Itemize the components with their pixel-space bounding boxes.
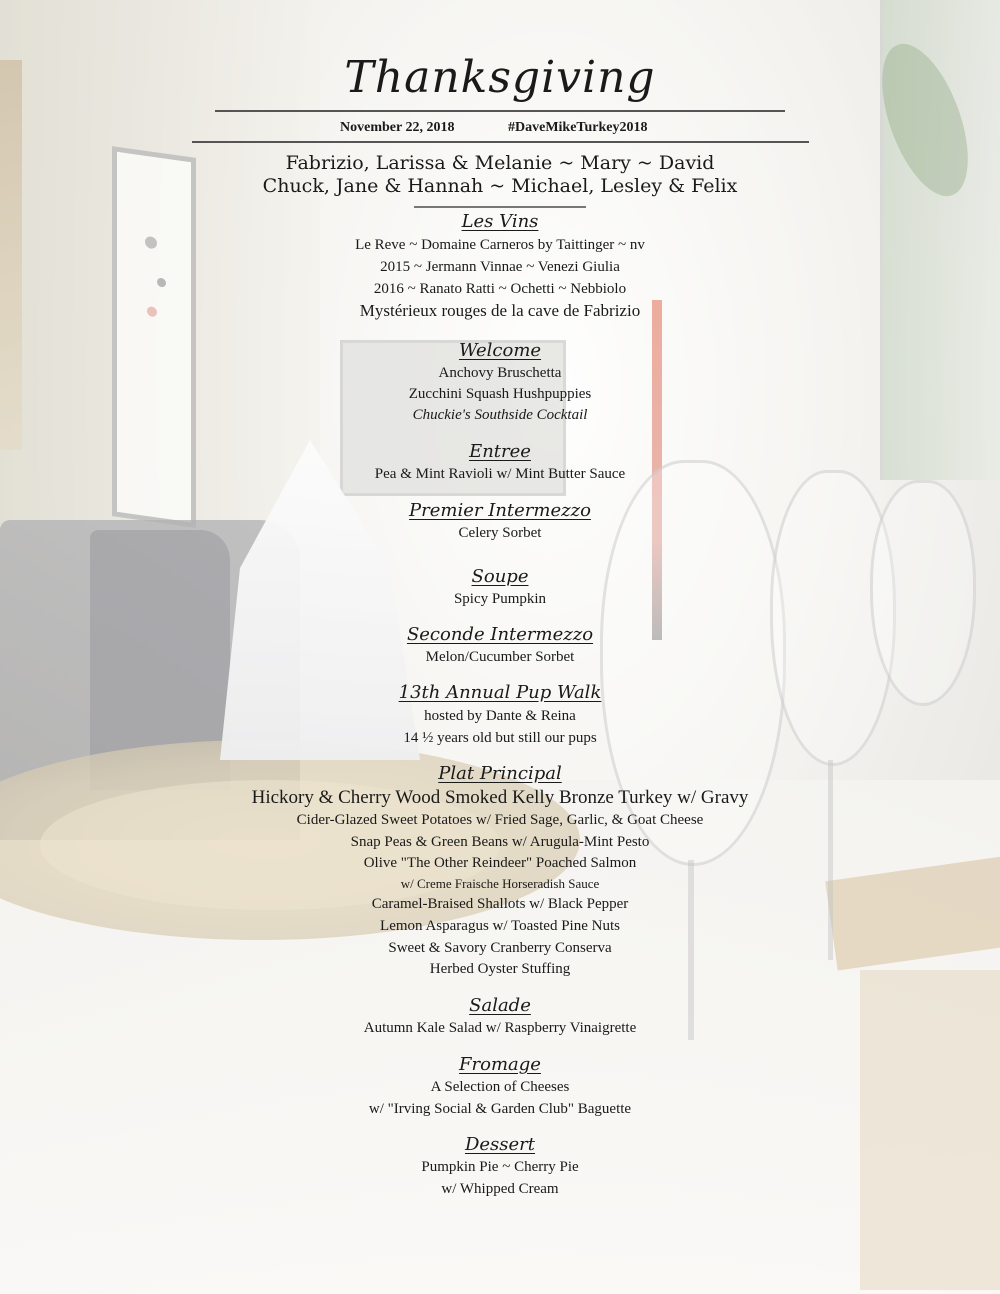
menu-item: Celery Sorbet <box>458 525 542 541</box>
menu-item: A Selection of Cheeses <box>430 1079 570 1095</box>
menu-item: Lemon Asparagus w/ Toasted Pine Nuts <box>380 918 620 934</box>
menu-item: Snap Peas & Green Beans w/ Arugula-Mint Pesto <box>350 834 650 850</box>
section-title-welcome: Welcome <box>458 340 542 361</box>
menu-item: Herbed Oyster Stuffing <box>429 961 571 977</box>
event-date: November 22, 2018 <box>340 120 455 135</box>
menu-item: w/ Creme Fraische Horseradish Sauce <box>400 876 600 891</box>
menu-item: Chuckie's Southside Cocktail <box>412 407 588 423</box>
section-title-entree: Entree <box>469 441 531 462</box>
section-title-dessert: Dessert <box>464 1134 536 1155</box>
menu-item: 2015 ~ Jermann Vinnae ~ Venezi Giulia <box>380 259 620 275</box>
menu-item: Hickory & Cherry Wood Smoked Kelly Bronze Turkey w/ Gravy <box>251 787 749 808</box>
menu-item: Melon/Cucumber Sorbet <box>425 649 575 665</box>
section-title-vins: Les Vins <box>461 211 539 232</box>
menu-item: Sweet & Savory Cranberry Conserva <box>388 940 612 956</box>
menu-item: Olive "The Other Reindeer" Poached Salmon <box>363 855 637 871</box>
section-title-soupe: Soupe <box>471 566 529 587</box>
section-title-premier-intermezzo: Premier Intermezzo <box>409 500 591 521</box>
section-title-salade: Salade <box>469 995 531 1016</box>
menu-item: w/ "Irving Social & Garden Club" Baguette <box>368 1101 632 1117</box>
guest-divider <box>414 206 586 208</box>
header-divider <box>192 141 809 143</box>
menu-item: Cider-Glazed Sweet Potatoes w/ Fried Sage, Garlic, & Goat Cheese <box>296 812 704 828</box>
section-title-seconde-intermezzo: Seconde Intermezzo <box>406 624 594 645</box>
menu-item: Spicy Pumpkin <box>453 591 547 607</box>
section-title-plat-principal: Plat Principal <box>438 763 562 784</box>
guest-list-line: Fabrizio, Larissa & Melanie ~ Mary ~ David <box>285 152 715 174</box>
menu-item: w/ Whipped Cream <box>441 1181 559 1197</box>
menu-item: Pumpkin Pie ~ Cherry Pie <box>421 1159 579 1175</box>
menu-item: hosted by Dante & Reina <box>424 708 576 724</box>
menu-item: Anchovy Bruschetta <box>438 365 562 381</box>
menu-item: 2016 ~ Ranato Ratti ~ Ochetti ~ Nebbiolo <box>373 281 627 297</box>
menu-item: Zucchini Squash Hushpuppies <box>408 386 592 402</box>
section-title-fromage: Fromage <box>459 1054 541 1075</box>
guest-list-line: Chuck, Jane & Hannah ~ Michael, Lesley & Felix <box>262 175 738 197</box>
menu-item: Le Reve ~ Domaine Carneros by Taittinger ~ nv <box>355 237 645 253</box>
section-title-pup-walk: 13th Annual Pup Walk <box>398 682 602 703</box>
menu-title: Thanksgiving <box>344 52 656 103</box>
menu-item: 14 ½ years old but still our pups <box>403 730 597 746</box>
event-hashtag: #DaveMikeTurkey2018 <box>508 120 648 135</box>
menu-item: Autumn Kale Salad w/ Raspberry Vinaigrette <box>363 1020 637 1036</box>
menu-item: Mystérieux rouges de la cave de Fabrizio <box>359 301 641 320</box>
title-divider <box>215 110 785 112</box>
menu-item: Caramel-Braised Shallots w/ Black Pepper <box>371 896 629 912</box>
menu-item: Pea & Mint Ravioli w/ Mint Butter Sauce <box>374 466 626 482</box>
